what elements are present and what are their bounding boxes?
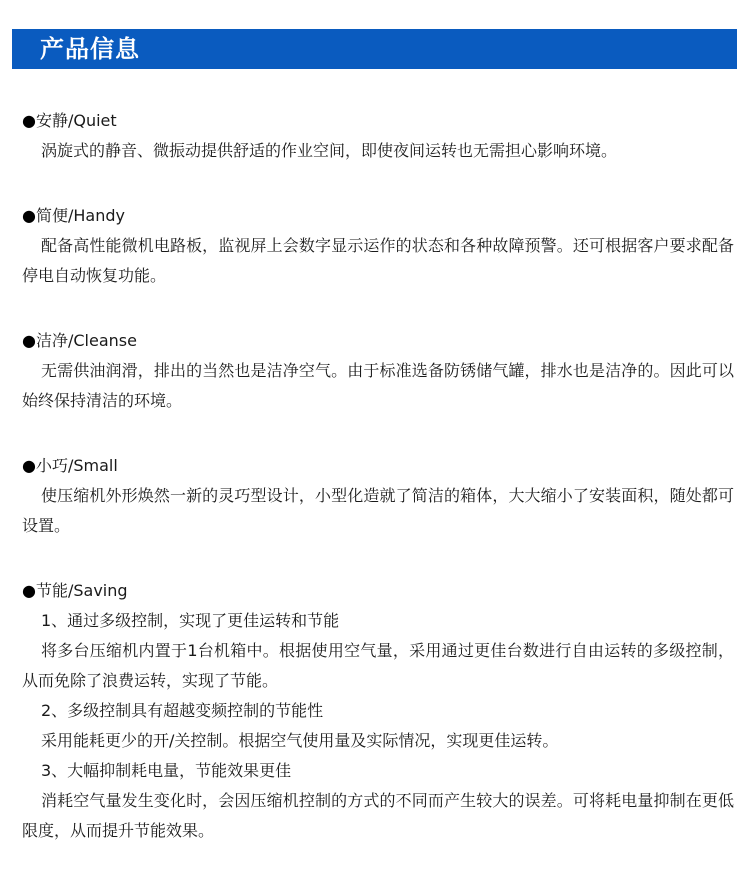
page-title: 产品信息 xyxy=(40,35,140,63)
section-title xyxy=(22,576,734,606)
bullet-icon: ● xyxy=(22,111,36,130)
section-title xyxy=(22,201,734,231)
section-saving xyxy=(22,576,734,846)
section-paragraph: 无需供油润滑，排出的当然也是洁净空气。由于标准选备防锈储气罐，排水也是洁净的。因此可以始终保持清洁的环境。 xyxy=(22,361,734,410)
bullet-icon: ● xyxy=(22,331,36,350)
section-paragraph: 配备高性能微机电路板，监视屏上会数字显示运作的状态和各种故障预警。还可根据客户要求配备停电自动恢复功能。 xyxy=(22,236,734,285)
section-title xyxy=(22,326,734,356)
section-paragraph: 使压缩机外形焕然一新的灵巧型设计，小型化造就了简洁的箱体，大大缩小了安装面积，随处都可设置。 xyxy=(22,486,734,535)
saving-item-heading: 1、通过多级控制，实现了更佳运转和节能 xyxy=(41,611,340,630)
section-handy xyxy=(22,201,734,291)
section-paragraph: 涡旋式的静音、微振动提供舒适的作业空间，即使夜间运转也无需担心影响环境。 xyxy=(41,141,618,160)
section-title-text: 小巧/Small xyxy=(35,456,118,475)
bullet-icon: ● xyxy=(22,206,36,225)
saving-item-text: 采用能耗更少的开/关控制。根据空气使用量及实际情况，实现更佳运转。 xyxy=(41,731,559,750)
section-title xyxy=(22,451,734,481)
section-title xyxy=(22,106,734,136)
section-title-text: 简便/Handy xyxy=(35,206,125,225)
saving-item-text: 消耗空气量发生变化时，会因压缩机控制的方式的不同而产生较大的误差。可将耗电量抑制在更低限度，从而提升节能效果。 xyxy=(22,791,734,840)
bullet-icon: ● xyxy=(22,581,36,600)
section-title-text: 节能/Saving xyxy=(35,581,128,600)
section-cleanse xyxy=(22,326,734,416)
section-title-text: 洁净/Cleanse xyxy=(35,331,137,350)
saving-item-heading: 2、多级控制具有超越变频控制的节能性 xyxy=(41,701,324,720)
content xyxy=(22,106,734,881)
saving-item-text: 将多台压缩机内置于1台机箱中。根据使用空气量，采用通过更佳台数进行自由运转的多级控制，从而免除了浪费运转，实现了节能。 xyxy=(22,641,734,690)
section-title-text: 安静/Quiet xyxy=(35,111,117,130)
saving-item-heading: 3、大幅抑制耗电量，节能效果更佳 xyxy=(41,761,292,780)
bullet-icon: ● xyxy=(22,456,36,475)
section-small xyxy=(22,451,734,541)
section-quiet xyxy=(22,106,734,166)
